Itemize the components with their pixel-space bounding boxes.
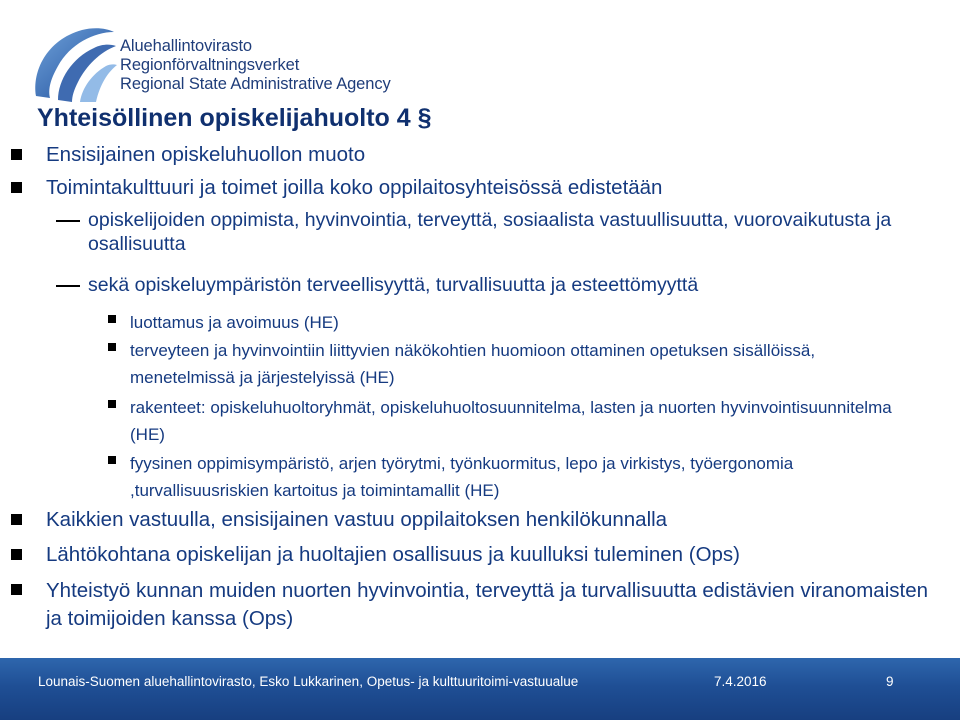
footer-page-number: 9 [886,674,894,689]
agency-logo-icon [28,22,118,106]
bullet-text: luottamus ja avoimuus (HE) [130,313,339,332]
bullet-square-icon [11,549,22,560]
bullet-text: fyysinen oppimisympäristö, arjen työrytmi, työnkuormitus, lepo ja virkistys, työergonomia ,turvallisuusriskien kartoitus ja toimintamallit (HE) [130,454,794,500]
bullet-text: Yhteistyö kunnan muiden nuorten hyvinvointia, terveyttä ja turvallisuutta edistävien viranomaisten ja toimijoiden kanssa (Ops) [46,579,928,630]
bullet-item [130,337,900,391]
slide-title: Yhteisöllinen opiskelijahuolto 4 § [37,104,432,132]
bullet-square-icon [108,400,116,408]
org-names [120,37,391,94]
dash-bullet-icon [56,285,80,287]
bullet-item [46,577,936,633]
bullet-text: Kaikkien vastuulla, ensisijainen vastuu oppilaitoksen henkilökunnalla [46,508,668,531]
bullet-text: opiskelijoiden oppimista, hyvinvointia, terveyttä, sosiaalista vastuullisuutta, vuorovaikutusta ja osallisuutta [88,209,892,256]
bullet-square-icon [11,182,22,193]
org-name-fi: Aluehallintovirasto [120,37,253,55]
bullet-text: terveyteen ja hyvinvointiin liittyvien näkökohtien huomioon ottaminen opetuksen sisällöissä, menetelmissä ja järjestelyissä (HE) [130,341,816,387]
dash-bullet-icon [56,220,80,222]
footer-date: 7.4.2016 [714,674,767,689]
bullet-square-icon [108,343,116,351]
org-name-en: Regional State Administrative Agency [120,75,391,93]
bullet-item [46,142,926,168]
bullet-item [88,208,928,257]
bullet-text: Lähtökohtana opiskelijan ja huoltajien osallisuus ja kuulluksi tuleminen (Ops) [46,543,740,566]
bullet-square-icon [11,584,22,595]
bullet-item [46,507,936,533]
bullet-square-icon [108,315,116,323]
footer-presenter: Lounais-Suomen aluehallintovirasto, Esko Lukkarinen, Opetus- ja kulttuuritoimi-vastuualue [38,674,579,689]
bullet-text: sekä opiskeluympäristön terveellisyyttä, turvallisuutta ja esteettömyyttä [88,274,699,296]
bullet-text: rakenteet: opiskeluhuoltoryhmät, opiskeluhuoltosuunnitelma, lasten ja nuorten hyvinvointisuunnitelma (HE) [130,398,892,444]
bullet-square-icon [11,149,22,160]
bullet-item [130,450,900,504]
bullet-text: Ensisijainen opiskeluhuollon muoto [46,143,366,166]
bullet-item [130,309,890,336]
bullet-text: Toimintakulttuuri ja toimet joilla koko oppilaitosyhteisössä edistetään [46,176,663,199]
bullet-square-icon [11,514,22,525]
bullet-square-icon [108,456,116,464]
bullet-item [88,273,928,297]
bullet-item [46,542,936,568]
bullet-item [130,394,900,448]
org-name-sv: Regionförvaltningsverket [120,56,300,74]
bullet-item [46,175,926,201]
